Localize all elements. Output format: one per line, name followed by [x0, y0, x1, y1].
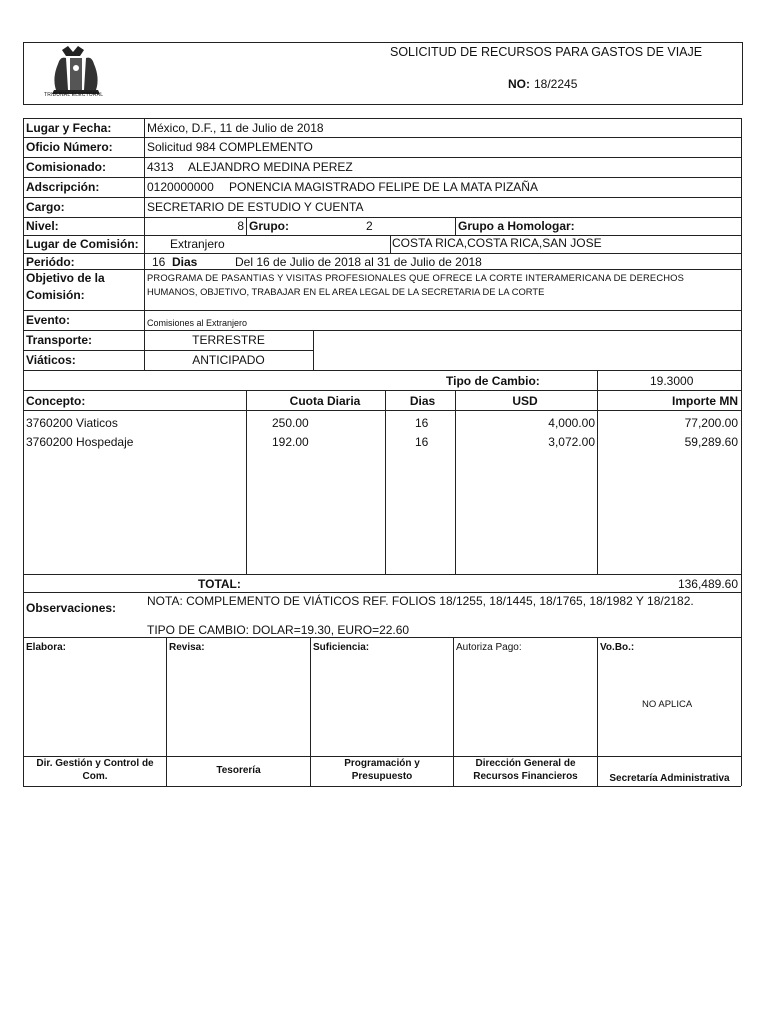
nivel-value: 8	[237, 219, 244, 233]
rule	[741, 118, 742, 370]
row-2-usd: 3,072.00	[548, 435, 595, 449]
no-aplica-text: NO APLICA	[642, 699, 693, 710]
logo	[40, 44, 112, 102]
footer-tesoreria: Tesorería	[216, 765, 261, 776]
cargo-value: SECRETARIO DE ESTUDIO Y CUENTA	[147, 200, 364, 214]
periodo-label: Periódo:	[26, 255, 75, 269]
rule	[23, 269, 741, 270]
footer-dir-gestion-2: Com.	[82, 771, 108, 782]
vobo-label: Vo.Bo.:	[600, 642, 635, 653]
destino-value: COSTA RICA,COSTA RICA,SAN JOSE	[392, 236, 602, 250]
rule	[23, 390, 741, 391]
rule	[385, 390, 386, 574]
rule	[23, 118, 24, 370]
cargo-label: Cargo:	[26, 200, 65, 214]
row-2-dias: 16	[415, 435, 429, 449]
lugar-comision-label: Lugar de Comisión:	[26, 237, 139, 251]
row-1-cuota: 250.00	[272, 416, 309, 430]
rule	[23, 370, 24, 786]
transporte-value: TERRESTRE	[192, 333, 265, 347]
objetivo-label-1: Objetivo de la	[26, 271, 105, 285]
periodo-dias-label: Dias	[172, 255, 198, 269]
rule	[313, 330, 314, 370]
rule	[23, 253, 741, 254]
revisa-label: Revisa:	[169, 642, 205, 653]
col-header-usd: USD	[512, 394, 538, 408]
grupo-label: Grupo:	[249, 219, 289, 233]
tipo-cambio-label: Tipo de Cambio:	[446, 374, 540, 388]
lugar-fecha-label: Lugar y Fecha:	[26, 121, 112, 135]
row-2-cuota: 192.00	[272, 435, 309, 449]
rule	[23, 637, 741, 638]
adscripcion-label: Adscripción:	[26, 180, 100, 194]
logo-text: TRIBUNAL ELECTORAL	[44, 92, 104, 98]
viaticos-value: ANTICIPADO	[192, 353, 265, 367]
row-1-importe: 77,200.00	[684, 416, 738, 430]
rule	[23, 118, 741, 119]
rule	[597, 637, 598, 786]
adscripcion-code: 0120000000	[147, 180, 214, 194]
autoriza-label: Autoriza Pago:	[456, 642, 522, 653]
rule	[23, 197, 741, 198]
suficiencia-label: Suficiencia:	[313, 642, 370, 653]
comisionado-number: 4313	[147, 160, 174, 174]
rule	[455, 390, 456, 574]
rule	[597, 370, 598, 574]
row-1-concepto: 3760200 Viaticos	[26, 416, 118, 430]
comisionado-name: ALEJANDRO MEDINA PEREZ	[188, 160, 353, 174]
row-2-importe: 59,289.60	[684, 435, 738, 449]
col-header-concepto: Concepto:	[26, 394, 86, 408]
rule	[23, 217, 741, 218]
oficio-value: Solicitud 984 COMPLEMENTO	[147, 140, 313, 154]
nivel-label: Nivel:	[26, 219, 59, 233]
row-1-dias: 16	[415, 416, 429, 430]
oficio-label: Oficio Número:	[26, 140, 113, 154]
evento-value: Comisiones al Extranjero	[147, 318, 248, 328]
periodo-dias-num: 16	[152, 255, 166, 269]
lugar-fecha-value: México, D.F., 11 de Julio de 2018	[147, 121, 324, 135]
footer-secretaria: Secretaría Administrativa	[609, 773, 730, 784]
objetivo-label-2: Comisión:	[26, 288, 85, 302]
form-title: SOLICITUD DE RECURSOS PARA GASTOS DE VIAJE	[390, 45, 703, 59]
rule	[23, 786, 741, 787]
total-value: 136,489.60	[677, 577, 738, 591]
footer-dir-gestion-1: Dir. Gestión y Control de	[36, 758, 154, 769]
footer-direccion-1: Dirección General de	[475, 758, 576, 769]
observaciones-line-2: TIPO DE CAMBIO: DOLAR=19.30, EURO=22.60	[147, 623, 410, 637]
rule	[23, 410, 741, 411]
grupo-value: 2	[366, 219, 373, 233]
viaticos-label: Viáticos:	[26, 353, 76, 367]
rule	[23, 177, 741, 178]
rule	[23, 137, 741, 138]
rule	[246, 390, 247, 574]
row-2-concepto: 3760200 Hospedaje	[26, 435, 134, 449]
periodo-rango: Del 16 de Julio de 2018 al 31 de Julio de 2018	[235, 255, 482, 269]
rule	[23, 350, 313, 351]
total-label: TOTAL:	[198, 577, 241, 591]
folio-number: 18/2245	[534, 77, 578, 91]
rule	[23, 370, 741, 371]
lugar-comision-value: Extranjero	[170, 237, 225, 251]
rule	[23, 574, 741, 575]
comisionado-label: Comisionado:	[26, 160, 106, 174]
rule	[23, 330, 741, 331]
footer-programacion-1: Programación y	[344, 758, 420, 769]
adscripcion-name: PONENCIA MAGISTRADO FELIPE DE LA MATA PIZAÑA	[229, 180, 538, 194]
folio-label: NO:	[508, 77, 530, 91]
objetivo-line-2: HUMANOS, OBJETIVO, TRABAJAR EN EL AREA LEGAL DE LA SECRETARIA DE LA CORTE	[147, 286, 545, 297]
col-header-dias: Dias	[409, 394, 436, 408]
rule	[23, 592, 741, 593]
tipo-cambio-value: 19.3000	[650, 374, 694, 388]
rule	[390, 235, 391, 253]
evento-label: Evento:	[26, 313, 71, 327]
rule	[23, 310, 741, 311]
objetivo-line-1: PROGRAMA DE PASANTIAS Y VISITAS PROFESIONALES QUE OFRECE LA CORTE INTERAMERICANA DE DERECHOS	[147, 272, 685, 283]
footer-direccion-2: Recursos Financieros	[473, 771, 578, 782]
grupo-homologar-label: Grupo a Homologar:	[458, 219, 575, 233]
rule	[23, 157, 741, 158]
rule	[741, 370, 742, 786]
transporte-label: Transporte:	[26, 333, 93, 347]
rule	[23, 235, 741, 236]
col-header-cuota: Cuota Diaria	[289, 394, 361, 408]
row-1-usd: 4,000.00	[548, 416, 595, 430]
footer-programacion-2: Presupuesto	[351, 771, 413, 782]
elabora-label: Elabora:	[26, 642, 67, 653]
rule	[455, 217, 456, 235]
col-header-importe: Importe MN	[672, 394, 738, 408]
observaciones-line-1: NOTA: COMPLEMENTO DE VIÁTICOS REF. FOLIOS 18/1255, 18/1445, 18/1765, 18/1982 Y 18/2182.	[147, 594, 694, 608]
observaciones-label: Observaciones:	[26, 601, 117, 615]
rule	[246, 217, 247, 235]
